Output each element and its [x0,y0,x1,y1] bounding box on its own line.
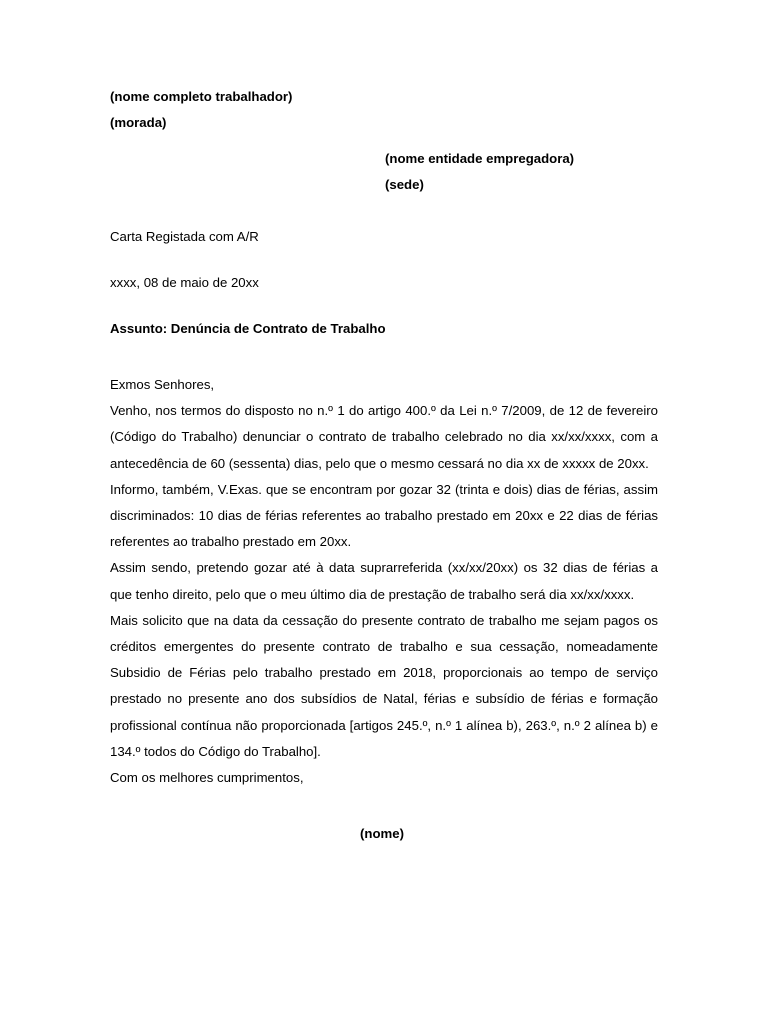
paragraph-ferias-pendentes: Informo, também, V.Exas. que se encontram por gozar 32 (trinta e dois) dias de férias, assim discriminados: 10 dias de férias referentes ao trabalho prestado em 20xx e 22 dias de férias referentes ao trabalho prestado em 20xx. [110,481,658,550]
delivery-method: Carta Registada com A/R [110,229,259,244]
place-and-date: xxxx, 08 de maio de 20xx [110,275,259,290]
spacer-before-subject [110,296,658,316]
paragraph-gozo-ferias: Assim sendo, pretendo gozar até à data suprarreferida (xx/xx/20xx) os 32 dias de férias a que tenho direito, pelo que o meu último dia de prestação de trabalho será dia xx/xx/xxxx. [110,560,658,602]
recipient-address: (sede) [385,177,424,192]
recipient-name: (nome entidade empregadora) [385,151,575,166]
subject-line: Assunto: Denúncia de Contrato de Trabalho [110,321,386,336]
spacer-before-delivery [110,198,658,224]
paragraph-creditos: Mais solicito que na data da cessação do presente contrato de trabalho me sejam pagos os créditos emergentes do presente contrato de trabalho e sua cessação, nomeadamente Subsidio de Férias pelo trabalho prestado em 2018, proporcionais ao tempo de serviço prestado no presente ano dos subsídios de Natal, férias e subsídio de férias e formação profissional contínua não proporcionada [artigos 245.º, n.º 1 alínea b), 263.º, n.º 2 alínea b) e 134.º todos do Código do Trabalho]. [110,612,658,759]
sender-address: (morada) [110,115,167,130]
spacer-before-signature [110,791,658,821]
spacer-before-salutation [110,342,658,372]
document-body [110,84,658,847]
sender-name: (nome completo trabalhador) [110,89,293,104]
closing-line: Com os melhores cumprimentos, [110,770,304,786]
signature-placeholder: (nome) [360,826,404,842]
spacer-before-date [110,250,658,270]
salutation: Exmos Senhores, [110,377,215,392]
paragraph-denuncia: Venho, nos termos do disposto no n.º 1 do artigo 400.º da Lei n.º 7/2009, de 12 de fevereiro (Código do Trabalho) denunciar o contrato de trabalho celebrado no dia xx/xx/xxxx, com a antecedência de 60 (sessenta) dias, pelo que o mesmo cessará no dia xx de xxxxx de 20xx. [110,403,658,471]
spacer-after-sender [110,136,658,146]
